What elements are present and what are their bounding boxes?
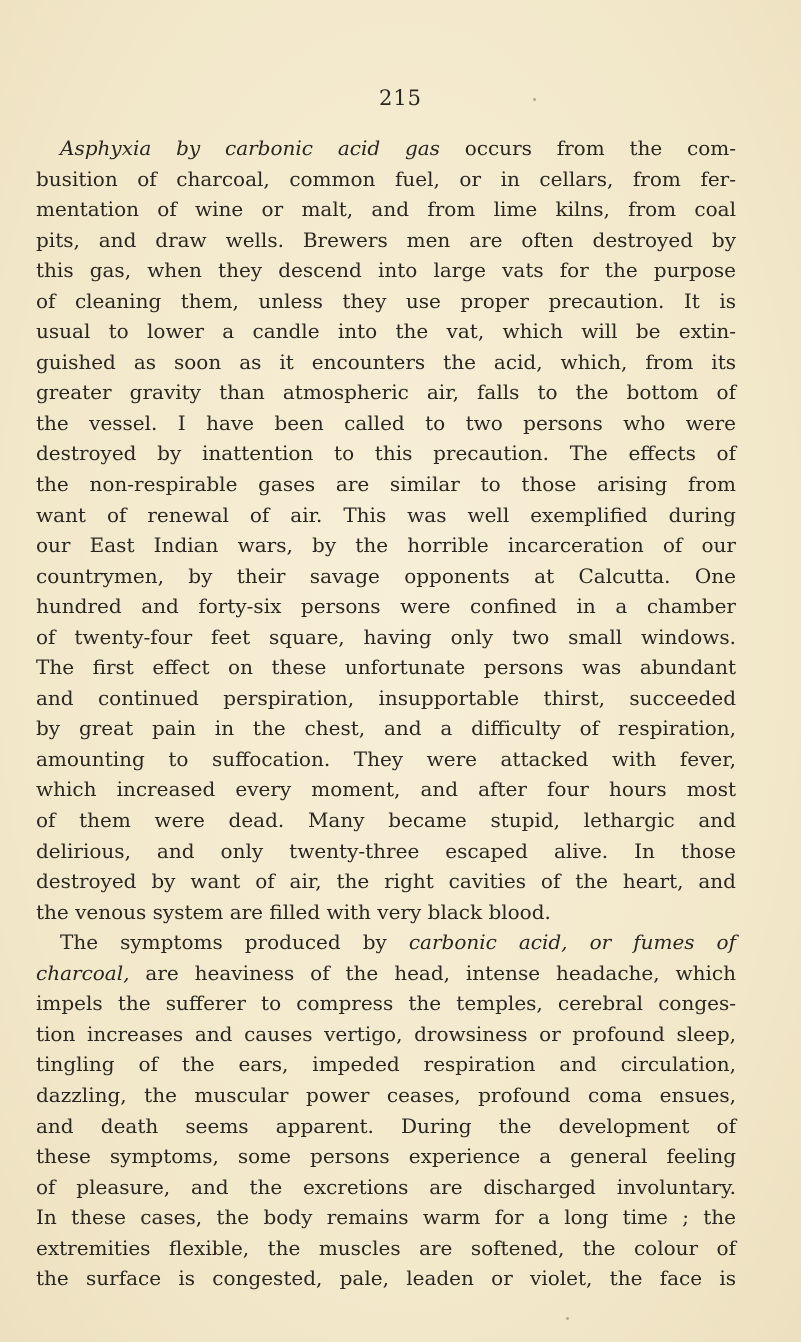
text-line bbox=[36, 683, 736, 714]
text-line bbox=[36, 1141, 736, 1172]
italic-text: charcoal, bbox=[36, 960, 130, 985]
text-line bbox=[36, 622, 736, 653]
text-run: this gas, when they descend into large vats for the purpose bbox=[36, 258, 736, 283]
text-line bbox=[36, 652, 736, 683]
text-line bbox=[36, 500, 736, 531]
text-run: destroyed by want of air, the right cavities of the heart, and bbox=[36, 869, 736, 894]
text-line bbox=[36, 1049, 736, 1080]
text-line bbox=[36, 958, 736, 989]
text-line bbox=[36, 1263, 736, 1294]
text-line bbox=[36, 164, 736, 195]
paper-speck bbox=[566, 1317, 569, 1320]
text-line bbox=[36, 1111, 736, 1142]
text-line bbox=[36, 1233, 736, 1264]
text-run: of twenty-four feet square, having only two small windows. bbox=[36, 624, 736, 649]
text-line bbox=[36, 1080, 736, 1111]
text-run: The first effect on these unfortunate persons was abundant bbox=[36, 655, 736, 680]
text-line bbox=[36, 316, 736, 347]
text-line bbox=[36, 1019, 736, 1050]
text-run: and continued perspiration, insupportable thirst, succeeded bbox=[36, 685, 736, 710]
text-line bbox=[36, 713, 736, 744]
text-run: extremities flexible, the muscles are softened, the colour of bbox=[36, 1235, 736, 1260]
text-line bbox=[36, 866, 736, 897]
text-run: pits, and draw wells. Brewers men are often destroyed by bbox=[36, 227, 736, 252]
body-text bbox=[36, 133, 736, 1294]
text-run: countrymen, by their savage opponents at Calcutta. One bbox=[36, 563, 736, 588]
text-run: these symptoms, some persons experience a general feeling bbox=[36, 1144, 736, 1169]
text-line bbox=[36, 469, 736, 500]
text-line bbox=[36, 897, 736, 928]
text-line bbox=[36, 255, 736, 286]
text-line bbox=[36, 988, 736, 1019]
text-line bbox=[36, 774, 736, 805]
text-run: usual to lower a candle into the vat, which will be extin- bbox=[36, 319, 736, 344]
text-run: the venous system are filled with very black blood. bbox=[36, 899, 551, 924]
text-line bbox=[36, 1202, 736, 1233]
paper-speck bbox=[533, 98, 536, 101]
text-run: delirious, and only twenty-three escaped alive. In those bbox=[36, 838, 736, 863]
text-run: amounting to suffocation. They were attacked with fever, bbox=[36, 746, 736, 771]
text-run: tion increases and causes vertigo, drowsiness or profound sleep, bbox=[36, 1021, 736, 1046]
text-line bbox=[36, 194, 736, 225]
italic-text: carbonic acid, or fumes of bbox=[408, 930, 737, 955]
text-line bbox=[36, 927, 736, 958]
text-run: hundred and forty-six persons were confined in a chamber bbox=[36, 594, 736, 619]
text-run: are heaviness of the head, intense headache, which bbox=[129, 960, 736, 985]
text-line bbox=[36, 347, 736, 378]
text-line bbox=[36, 133, 736, 164]
text-run: the vessel. I have been called to two persons who were bbox=[36, 410, 736, 435]
text-run: mentation of wine or malt, and from lime kilns, from coal bbox=[36, 197, 736, 222]
text-run: and death seems apparent. During the development of bbox=[36, 1113, 736, 1138]
text-run: tingling of the ears, impeded respiration and circulation, bbox=[36, 1052, 736, 1077]
text-run: dazzling, the muscular power ceases, profound coma ensues, bbox=[36, 1082, 736, 1107]
text-run: of them were dead. Many became stupid, lethargic and bbox=[36, 808, 736, 833]
text-run: busition of charcoal, common fuel, or in cellars, from fer- bbox=[36, 166, 736, 191]
italic-text: Asphyxia by carbonic acid gas bbox=[60, 136, 440, 160]
page-number: 215 bbox=[378, 86, 423, 110]
text-run: of cleaning them, unless they use proper precaution. It is bbox=[36, 288, 736, 313]
text-line bbox=[36, 805, 736, 836]
text-run: which increased every moment, and after four hours most bbox=[36, 777, 736, 802]
text-run: by great pain in the chest, and a difficulty of respiration, bbox=[36, 716, 736, 741]
text-line bbox=[36, 744, 736, 775]
text-line bbox=[36, 836, 736, 867]
text-run: want of renewal of air. This was well exemplified during bbox=[36, 502, 736, 527]
text-line bbox=[36, 377, 736, 408]
text-run: destroyed by inattention to this precaution. The effects of bbox=[36, 441, 736, 466]
text-run: impels the sufferer to compress the temples, cerebral conges- bbox=[36, 991, 736, 1016]
text-run: the non-respirable gases are similar to those arising from bbox=[36, 472, 736, 497]
text-line bbox=[36, 438, 736, 469]
text-run: greater gravity than atmospheric air, falls to the bottom of bbox=[36, 380, 736, 405]
text-run: In these cases, the body remains warm for a long time ; the bbox=[36, 1205, 736, 1230]
text-line bbox=[36, 408, 736, 439]
text-run: our East Indian wars, by the horrible incarceration of our bbox=[36, 533, 736, 558]
text-line bbox=[36, 591, 736, 622]
text-line bbox=[36, 225, 736, 256]
text-run: of pleasure, and the excretions are discharged involuntary. bbox=[36, 1174, 736, 1199]
text-run: The symptoms produced by bbox=[60, 930, 409, 955]
text-line bbox=[36, 1172, 736, 1203]
text-line bbox=[36, 561, 736, 592]
text-line bbox=[36, 286, 736, 317]
text-run: the surface is congested, pale, leaden or violet, the face is bbox=[36, 1266, 736, 1291]
text-run: guished as soon as it encounters the acid, which, from its bbox=[36, 349, 736, 374]
text-run: occurs from the com- bbox=[439, 136, 736, 160]
text-line bbox=[36, 530, 736, 561]
